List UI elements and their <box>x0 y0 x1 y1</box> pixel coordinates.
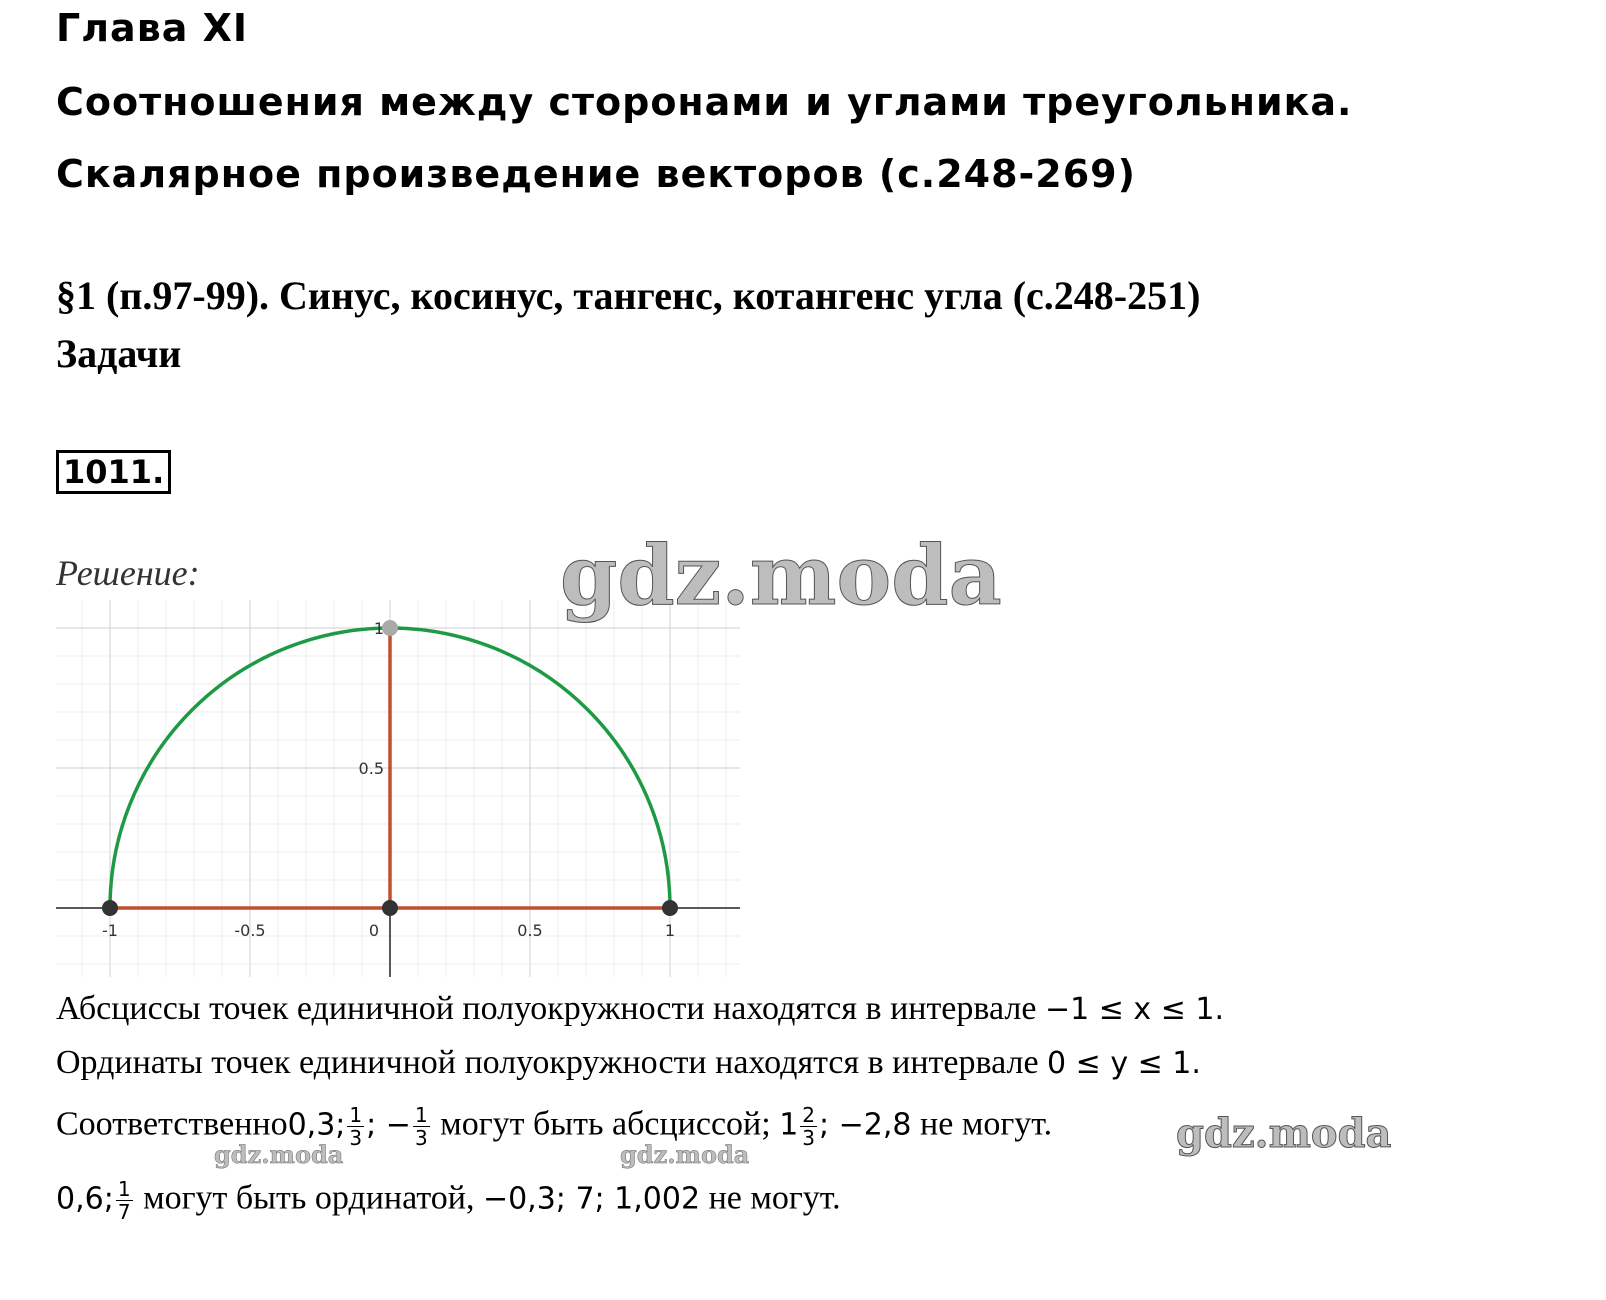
fraction-numerator: 2 <box>802 1103 816 1127</box>
line3-end: не могут. <box>920 1105 1053 1143</box>
fraction-denominator: 3 <box>349 1126 363 1150</box>
fraction-numerator: 1 <box>349 1103 363 1127</box>
graph-point <box>382 900 398 916</box>
x-tick-label: -0.5 <box>234 921 266 940</box>
text-line-abscissa-values <box>56 1104 1052 1149</box>
section-subtitle: Задачи <box>56 331 182 376</box>
y-tick-label: 0.5 <box>358 759 384 778</box>
line3-start: Соответственно <box>56 1105 288 1143</box>
text-line-ordinate-values <box>56 1178 841 1223</box>
fraction-numerator: 1 <box>117 1177 131 1201</box>
fraction-denominator: 3 <box>414 1126 428 1150</box>
task-number-box: 1011. <box>56 450 171 494</box>
x-tick-label: 0.5 <box>517 921 543 940</box>
graph-point <box>102 900 118 916</box>
watermark-logo-right: gdz.moda <box>1176 1110 1392 1157</box>
abscissa-sentence: Абсциссы точек единичной полуокружности находятся в интервале <box>56 990 1037 1027</box>
watermark-small-left: gdz.moda <box>214 1140 344 1169</box>
fraction-one-third-neg <box>413 1104 430 1149</box>
text-line-abscissa <box>56 990 1224 1028</box>
fraction-two-thirds <box>800 1104 817 1149</box>
graph-axes <box>56 620 740 977</box>
line4-end: не могут. <box>708 1179 841 1217</box>
abscissa-interval: −1 ≤ x ≤ 1. <box>1044 992 1224 1027</box>
value-0-6: 0,6; <box>56 1181 114 1217</box>
value-neg-2-8: ; −2,8 <box>819 1107 912 1143</box>
y-tick-label: 1 <box>373 619 384 638</box>
graph-point <box>662 900 678 916</box>
ordinate-interval: 0 ≤ y ≤ 1. <box>1047 1046 1201 1081</box>
graph-point <box>382 620 398 636</box>
watermark-small-center: gdz.moda <box>620 1140 750 1169</box>
watermark-logo: gdz.moda <box>560 528 1002 624</box>
x-tick-label: -1 <box>102 921 118 940</box>
mixed-whole: 1 <box>779 1107 799 1143</box>
chapter-title-line1: Соотношения между сторонами и углами треугольника. <box>56 80 1353 124</box>
line3-mid: могут быть абсциссой; <box>440 1105 771 1143</box>
ordinate-sentence: Ординаты точек единичной полуокружности находятся в интервале <box>56 1044 1039 1081</box>
solution-label: Решение: <box>56 553 200 593</box>
text-line-ordinate <box>56 1044 1201 1082</box>
x-tick-label: 0 <box>368 921 380 940</box>
fraction-one-seventh <box>116 1178 133 1223</box>
separator-minus: ; − <box>366 1107 411 1143</box>
chapter-title-line2: Скалярное произведение векторов (с.248-269) <box>56 152 1136 196</box>
line4-mid: могут быть ординатой, <box>143 1179 475 1217</box>
semicircle-graph <box>56 600 746 985</box>
fraction-denominator: 3 <box>802 1126 816 1150</box>
x-tick-label: 1 <box>664 921 676 940</box>
fraction-numerator: 1 <box>414 1103 428 1127</box>
fraction-denominator: 7 <box>117 1200 131 1224</box>
value-0-3: 0,3; <box>287 1107 346 1143</box>
values-not-ordinate: −0,3; 7; 1,002 <box>482 1181 701 1217</box>
fraction-one-third <box>347 1104 364 1149</box>
graph-grid <box>56 600 740 977</box>
section-title: §1 (п.97-99). Синус, косинус, тангенс, котангенс угла (с.248-251) <box>56 273 1201 318</box>
chapter-heading: Глава XI <box>56 6 249 50</box>
